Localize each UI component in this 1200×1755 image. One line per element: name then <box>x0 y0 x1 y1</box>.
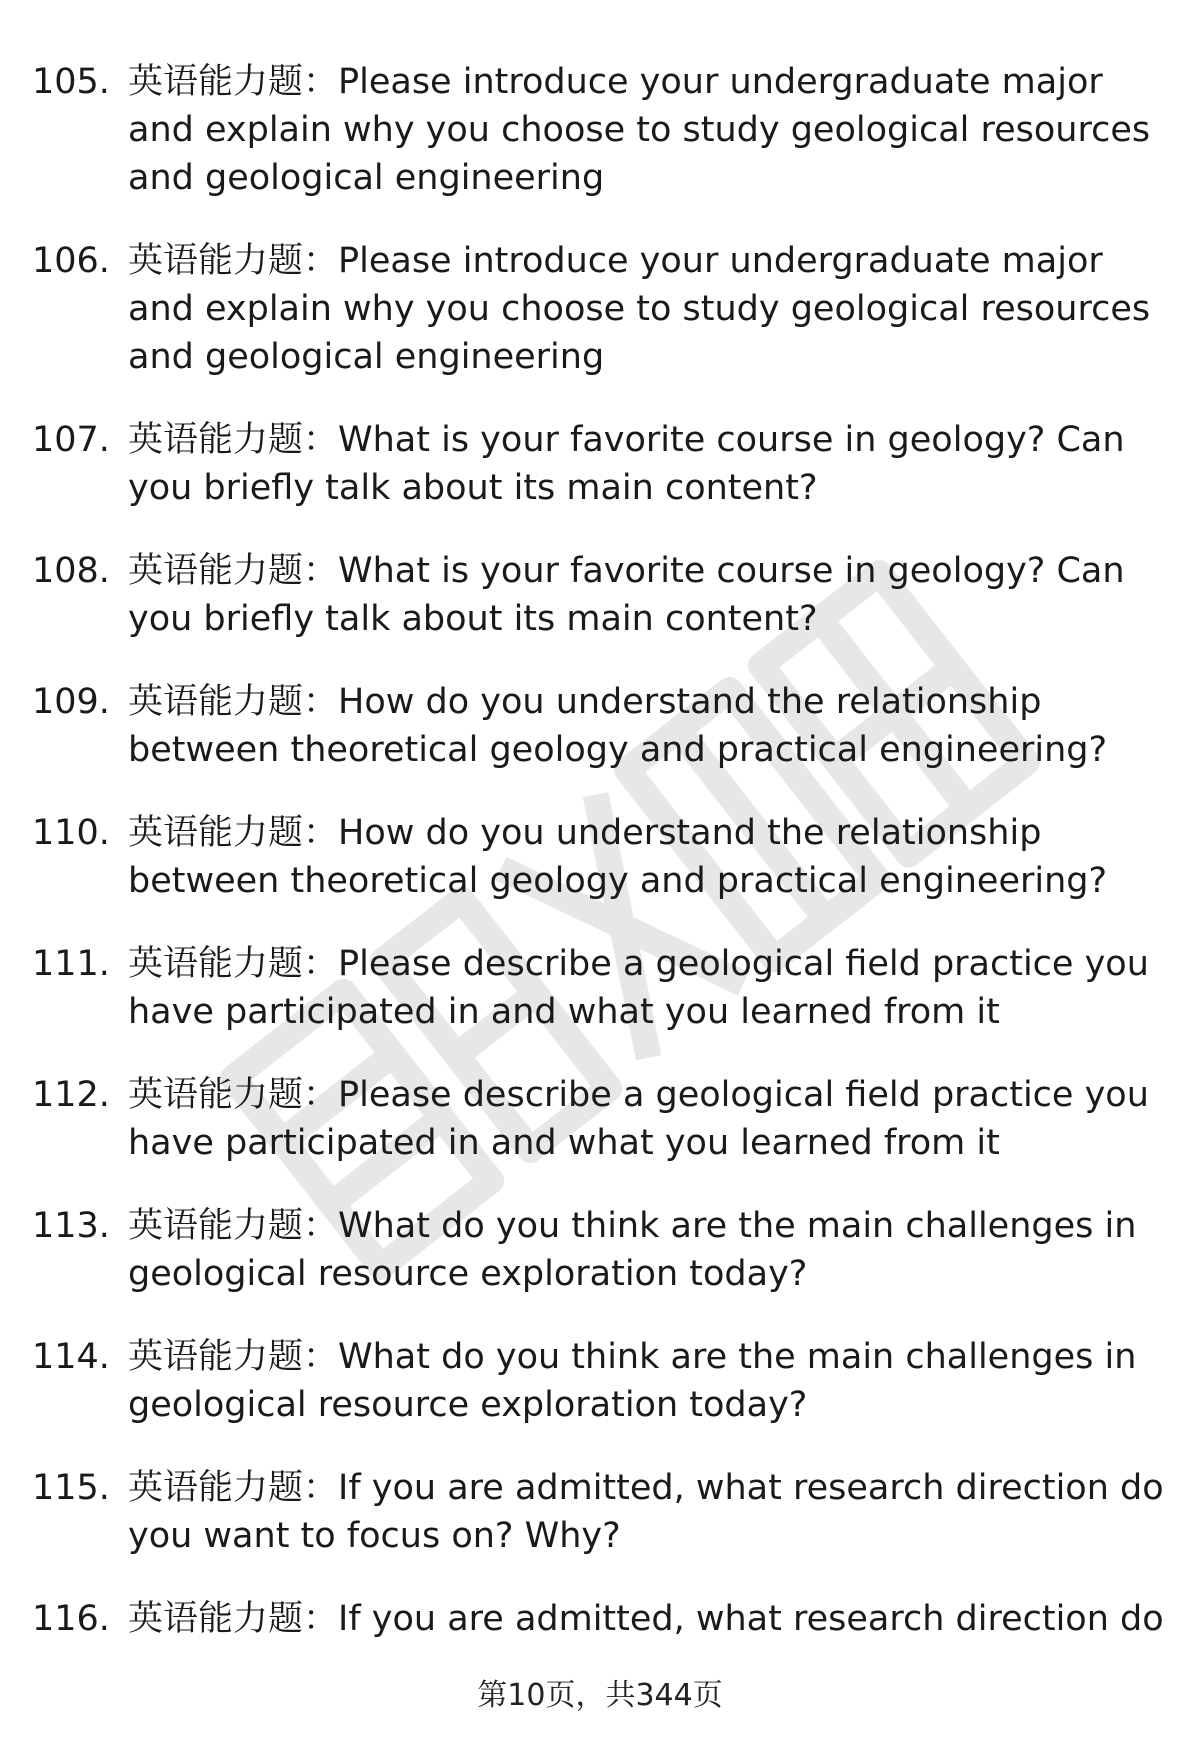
question-text: Please describe a geological field practice you have participated in and what you learned from it <box>128 1075 1149 1163</box>
question-text: If you are admitted, what research direction do you want to focus on? Why? <box>128 1468 1164 1556</box>
question-list <box>32 58 1172 1678</box>
question-number: 107. <box>32 420 110 460</box>
question-label: 英语能力题： <box>128 1599 339 1639</box>
question-body <box>128 416 1172 512</box>
question-label: 英语能力题： <box>128 944 339 984</box>
question-label: 英语能力题： <box>128 551 339 591</box>
question-item <box>32 547 1172 643</box>
question-number: 112. <box>32 1075 110 1115</box>
question-label: 英语能力题： <box>128 1075 339 1115</box>
question-text: What is your favorite course in geology? Can you briefly talk about its main content? <box>128 420 1125 508</box>
question-item <box>32 1071 1172 1167</box>
question-item <box>32 678 1172 774</box>
question-number: 106. <box>32 241 110 281</box>
question-number: 114. <box>32 1337 110 1377</box>
question-text: How do you understand the relationship between theoretical geology and practical engineering? <box>128 813 1108 901</box>
question-label: 英语能力题： <box>128 241 339 281</box>
question-text: Please introduce your undergraduate major and explain why you choose to study geological resources and geological engineering <box>128 241 1151 377</box>
question-body <box>128 1202 1172 1298</box>
question-body <box>128 678 1172 774</box>
question-number: 113. <box>32 1206 110 1246</box>
question-body <box>128 1595 1172 1643</box>
question-body <box>128 1464 1172 1560</box>
question-text: If you are admitted, what research direction do <box>338 1599 1164 1639</box>
question-item <box>32 1464 1172 1560</box>
question-body <box>128 1333 1172 1429</box>
question-number: 109. <box>32 682 110 722</box>
question-text: Please describe a geological field practice you have participated in and what you learned from it <box>128 944 1149 1032</box>
question-item <box>32 940 1172 1036</box>
question-body <box>128 58 1172 202</box>
question-text: What do you think are the main challenges in geological resource exploration today? <box>128 1206 1137 1294</box>
question-label: 英语能力题： <box>128 420 339 460</box>
question-number: 111. <box>32 944 110 984</box>
question-item <box>32 809 1172 905</box>
question-label: 英语能力题： <box>128 682 339 722</box>
question-number: 115. <box>32 1468 110 1508</box>
question-body <box>128 547 1172 643</box>
question-item <box>32 1333 1172 1429</box>
question-text: How do you understand the relationship between theoretical geology and practical engineering? <box>128 682 1108 770</box>
question-body <box>128 1071 1172 1167</box>
question-label: 英语能力题： <box>128 1206 339 1246</box>
question-number: 116. <box>32 1599 110 1639</box>
question-label: 英语能力题： <box>128 1337 339 1377</box>
question-item <box>32 416 1172 512</box>
question-item <box>32 1202 1172 1298</box>
question-body <box>128 940 1172 1036</box>
question-body <box>128 809 1172 905</box>
question-label: 英语能力题： <box>128 62 339 102</box>
question-number: 108. <box>32 551 110 591</box>
question-label: 英语能力题： <box>128 1468 339 1508</box>
question-label: 英语能力题： <box>128 813 339 853</box>
question-item <box>32 58 1172 202</box>
question-number: 110. <box>32 813 110 853</box>
question-text: What is your favorite course in geology? Can you briefly talk about its main content? <box>128 551 1125 639</box>
question-number: 105. <box>32 62 110 102</box>
question-item <box>32 1595 1172 1643</box>
question-body <box>128 237 1172 381</box>
question-text: Please introduce your undergraduate major and explain why you choose to study geological resources and geological engineering <box>128 62 1151 198</box>
page-footer: 第10页，共344页 <box>477 1678 723 1713</box>
question-item <box>32 237 1172 381</box>
question-text: What do you think are the main challenges in geological resource exploration today? <box>128 1337 1137 1425</box>
